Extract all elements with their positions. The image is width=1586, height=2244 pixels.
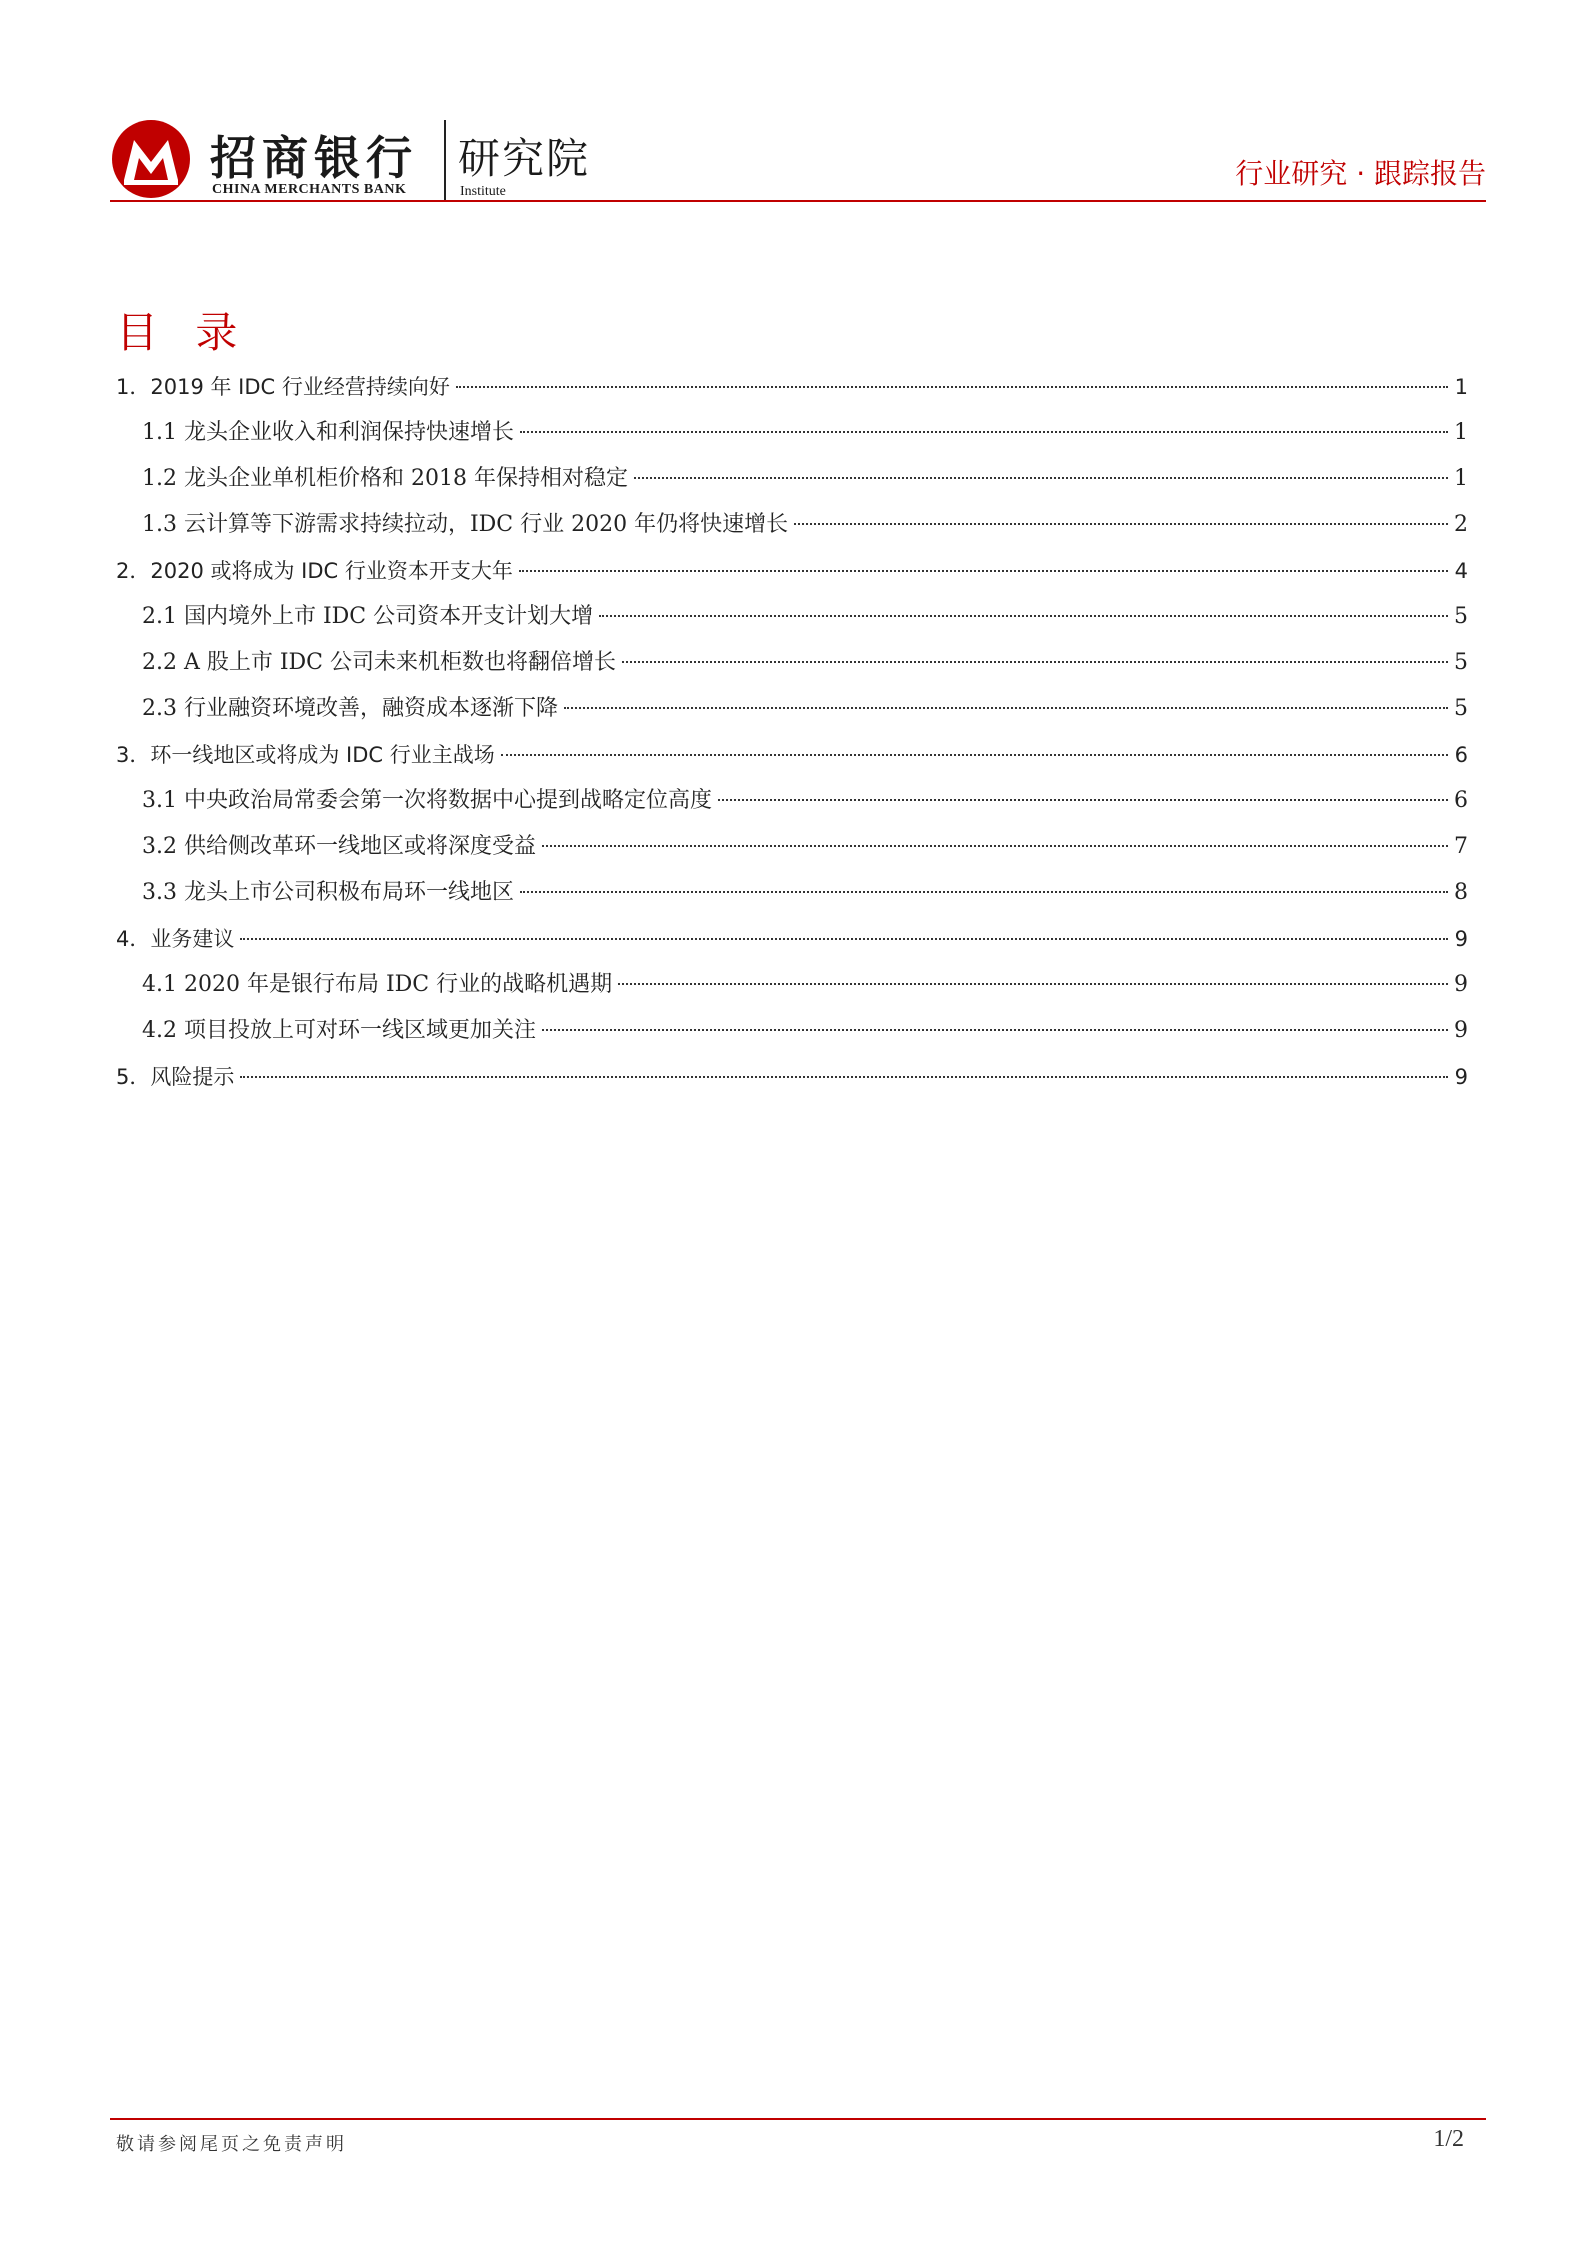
- toc-entry[interactable]: [116, 686, 1468, 732]
- toc-entry-page: 6: [1454, 743, 1468, 767]
- toc-entry[interactable]: [116, 594, 1468, 640]
- toc-entry-title: 3.1 中央政治局常委会第一次将数据中心提到战略定位高度: [142, 788, 712, 813]
- toc-dot-leader: [519, 570, 1448, 572]
- institute-name-cn: 研究院: [458, 134, 591, 183]
- bank-name-cn: 招商银行: [210, 131, 418, 185]
- toc-entry-title: 1.3 云计算等下游需求持续拉动，IDC 行业 2020 年仍将快速增长: [142, 512, 789, 537]
- report-type-label: 行业研究 · 跟踪报告: [1235, 157, 1486, 190]
- toc-entry-title: 4.2 项目投放上可对环一线区域更加关注: [142, 1018, 536, 1043]
- toc-entry-page: 5: [1454, 650, 1468, 675]
- toc-entry[interactable]: [116, 502, 1468, 548]
- toc-dot-leader: [564, 707, 1448, 709]
- toc-entry[interactable]: [116, 548, 1468, 594]
- table-of-contents: [116, 364, 1468, 1100]
- toc-entry-title: 2.2 A 股上市 IDC 公司未来机柜数也将翻倍增长: [142, 650, 617, 675]
- toc-entry-page: 4: [1454, 559, 1468, 583]
- toc-entry-title: 1.2 龙头企业单机柜价格和 2018 年保持相对稳定: [142, 466, 628, 491]
- toc-dot-leader: [718, 799, 1448, 801]
- toc-title: 目 录: [116, 308, 250, 357]
- toc-entry[interactable]: [116, 1008, 1468, 1054]
- toc-entry-title: 2.1 国内境外上市 IDC 公司资本开支计划大增: [142, 604, 594, 629]
- toc-entry-title: 1.1 龙头企业收入和利润保持快速增长: [142, 420, 514, 445]
- toc-entry-title: 3.2 供给侧改革环一线地区或将深度受益: [142, 834, 536, 859]
- toc-entry[interactable]: [116, 870, 1468, 916]
- toc-entry[interactable]: [116, 640, 1468, 686]
- toc-entry[interactable]: [116, 962, 1468, 1008]
- toc-entry-title: 风险提示: [150, 1065, 235, 1089]
- toc-entry[interactable]: [116, 778, 1468, 824]
- toc-entry-page: 6: [1454, 788, 1468, 813]
- toc-dot-leader: [520, 891, 1448, 893]
- toc-entry-page: 5: [1454, 604, 1468, 629]
- toc-dot-leader: [622, 661, 1448, 663]
- toc-entry-page: 1: [1454, 466, 1468, 491]
- toc-dot-leader: [240, 938, 1448, 940]
- toc-entry-number: 4．: [116, 927, 151, 951]
- toc-entry-page: 1: [1454, 420, 1468, 445]
- toc-entry-page: 5: [1454, 696, 1468, 721]
- toc-dot-leader: [794, 523, 1448, 525]
- toc-entry-page: 9: [1454, 1065, 1468, 1089]
- toc-entry-page: 9: [1454, 1018, 1468, 1043]
- toc-entry-title: 4.1 2020 年是银行布局 IDC 行业的战略机遇期: [142, 972, 613, 997]
- toc-entry-page: 1: [1454, 375, 1468, 399]
- page-header: [110, 112, 1486, 204]
- toc-dot-leader: [542, 1029, 1448, 1031]
- toc-entry[interactable]: [116, 824, 1468, 870]
- page-number: 1/2: [1433, 2126, 1464, 2152]
- toc-entry-title: 业务建议: [150, 927, 235, 951]
- toc-entry-title: 2020 或将成为 IDC 行业资本开支大年: [150, 559, 513, 583]
- toc-entry-number: 5．: [116, 1065, 151, 1089]
- institute-name-en: Institute: [460, 184, 506, 199]
- toc-entry[interactable]: [116, 1054, 1468, 1100]
- toc-entry-page: 2: [1454, 512, 1468, 537]
- toc-entry-page: 9: [1454, 972, 1468, 997]
- toc-entry-title: 3.3 龙头上市公司积极布局环一线地区: [142, 880, 514, 905]
- toc-dot-leader: [618, 983, 1448, 985]
- toc-dot-leader: [634, 477, 1448, 479]
- header-rule: [110, 200, 1486, 202]
- toc-dot-leader: [456, 386, 1448, 388]
- header-divider: [444, 120, 446, 200]
- footer-rule: [110, 2118, 1486, 2120]
- toc-dot-leader: [542, 845, 1448, 847]
- footer-disclaimer: 敬请参阅尾页之免责声明: [116, 2134, 347, 2155]
- toc-entry-number: 1．: [116, 375, 151, 399]
- toc-dot-leader: [240, 1076, 1448, 1078]
- toc-entry-number: 3．: [116, 743, 151, 767]
- bank-name-en: CHINA MERCHANTS BANK: [212, 182, 407, 197]
- toc-entry-title: 2019 年 IDC 行业经营持续向好: [150, 375, 450, 399]
- toc-entry-title: 环一线地区或将成为 IDC 行业主战场: [150, 743, 495, 767]
- toc-entry-page: 9: [1454, 927, 1468, 951]
- toc-entry-number: 2．: [116, 559, 151, 583]
- toc-entry-title: 2.3 行业融资环境改善，融资成本逐渐下降: [142, 696, 558, 721]
- toc-entry[interactable]: [116, 364, 1468, 410]
- toc-dot-leader: [599, 615, 1448, 617]
- cmb-logo-icon: [110, 118, 192, 200]
- toc-dot-leader: [520, 431, 1448, 433]
- toc-entry-page: 8: [1454, 880, 1468, 905]
- toc-entry[interactable]: [116, 732, 1468, 778]
- toc-entry[interactable]: [116, 410, 1468, 456]
- toc-entry[interactable]: [116, 916, 1468, 962]
- toc-entry[interactable]: [116, 456, 1468, 502]
- toc-dot-leader: [501, 754, 1448, 756]
- toc-entry-page: 7: [1454, 834, 1468, 859]
